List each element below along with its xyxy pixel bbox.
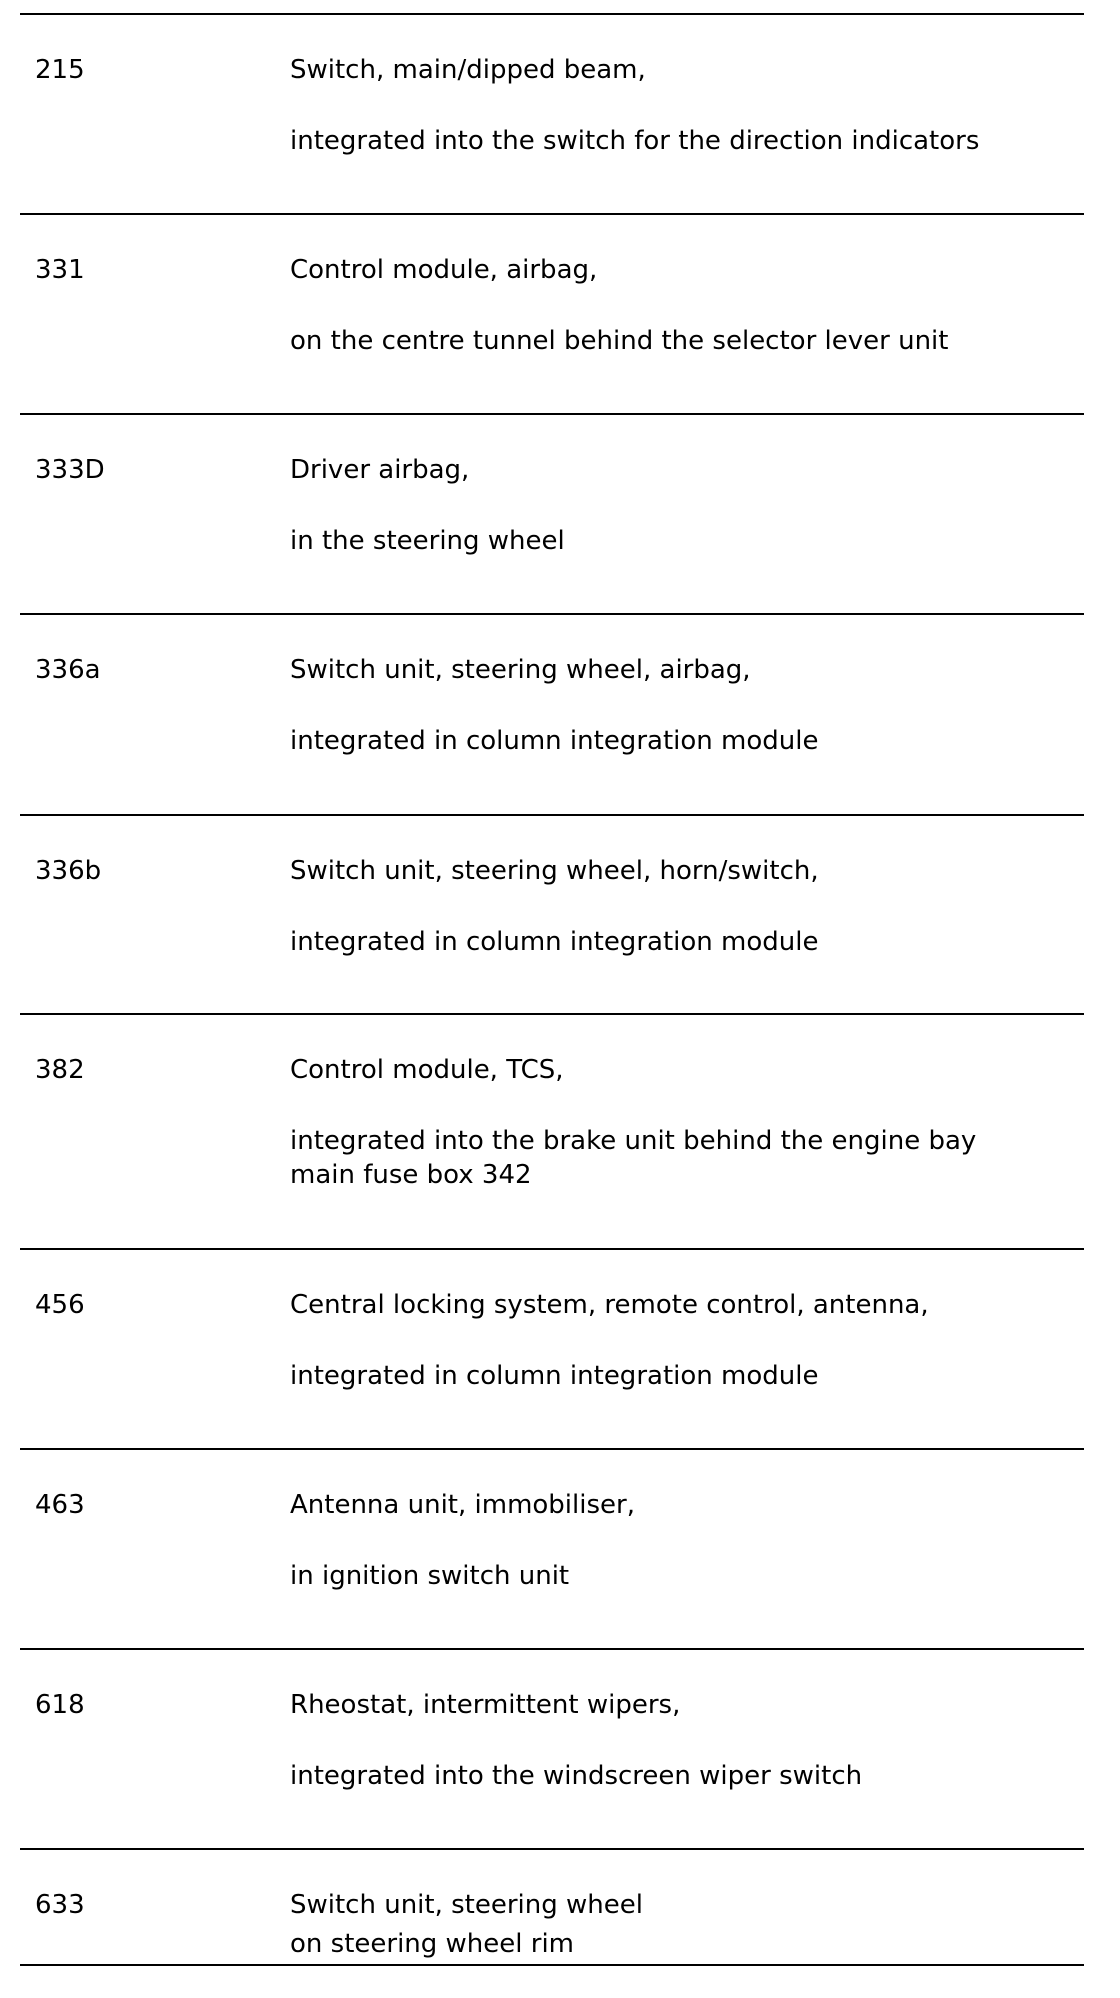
component-location: integrated in column integration module [290,1361,819,1391]
component-title: Switch unit, steering wheel [290,1890,643,1920]
component-description [290,453,1074,558]
table-row [20,1248,1084,1448]
component-code: 331 [35,255,85,285]
component-code: 336b [35,856,102,886]
component-location: in the steering wheel [290,526,565,556]
component-location: integrated into the switch for the direction indicators [290,126,980,156]
component-description [290,253,1074,358]
component-description [290,53,1074,158]
table-row [20,213,1084,413]
component-code: 336a [35,655,101,685]
component-description [290,1888,1074,1961]
component-description [290,1688,1074,1793]
component-title: Switch unit, steering wheel, horn/switch, [290,856,819,886]
component-title: Antenna unit, immobiliser, [290,1490,635,1520]
component-code: 215 [35,55,85,85]
component-title: Switch unit, steering wheel, airbag, [290,655,751,685]
component-code: 463 [35,1490,85,1520]
table-row [20,1648,1084,1848]
table-row [20,1013,1084,1248]
component-title: Control module, TCS, [290,1055,564,1085]
component-description [290,854,1074,959]
table-row [20,1848,1084,1966]
component-code: 382 [35,1055,85,1085]
table-row [20,413,1084,613]
component-code: 333D [35,455,105,485]
component-code: 633 [35,1890,85,1920]
component-location: integrated into the brake unit behind the engine bay main fuse box 342 [290,1126,977,1190]
component-code: 456 [35,1290,85,1320]
component-location: in ignition switch unit [290,1561,570,1591]
table-row [20,13,1084,213]
component-title: Central locking system, remote control, antenna, [290,1290,929,1320]
component-code: 618 [35,1690,85,1720]
component-location: on the centre tunnel behind the selector lever unit [290,326,949,356]
component-location: integrated in column integration module [290,726,819,756]
component-location: integrated in column integration module [290,927,819,957]
table-row [20,613,1084,814]
component-location: on steering wheel rim [290,1929,575,1959]
component-description [290,653,1074,758]
component-title: Driver airbag, [290,455,470,485]
component-title: Rheostat, intermittent wipers, [290,1690,681,1720]
table-row [20,1448,1084,1648]
table-row [20,814,1084,1013]
component-location: integrated into the windscreen wiper switch [290,1761,863,1791]
component-title: Switch, main/dipped beam, [290,55,646,85]
component-title: Control module, airbag, [290,255,598,285]
component-table [20,13,1084,1966]
component-description [290,1053,1074,1192]
component-description [290,1288,1074,1393]
component-description [290,1488,1074,1593]
